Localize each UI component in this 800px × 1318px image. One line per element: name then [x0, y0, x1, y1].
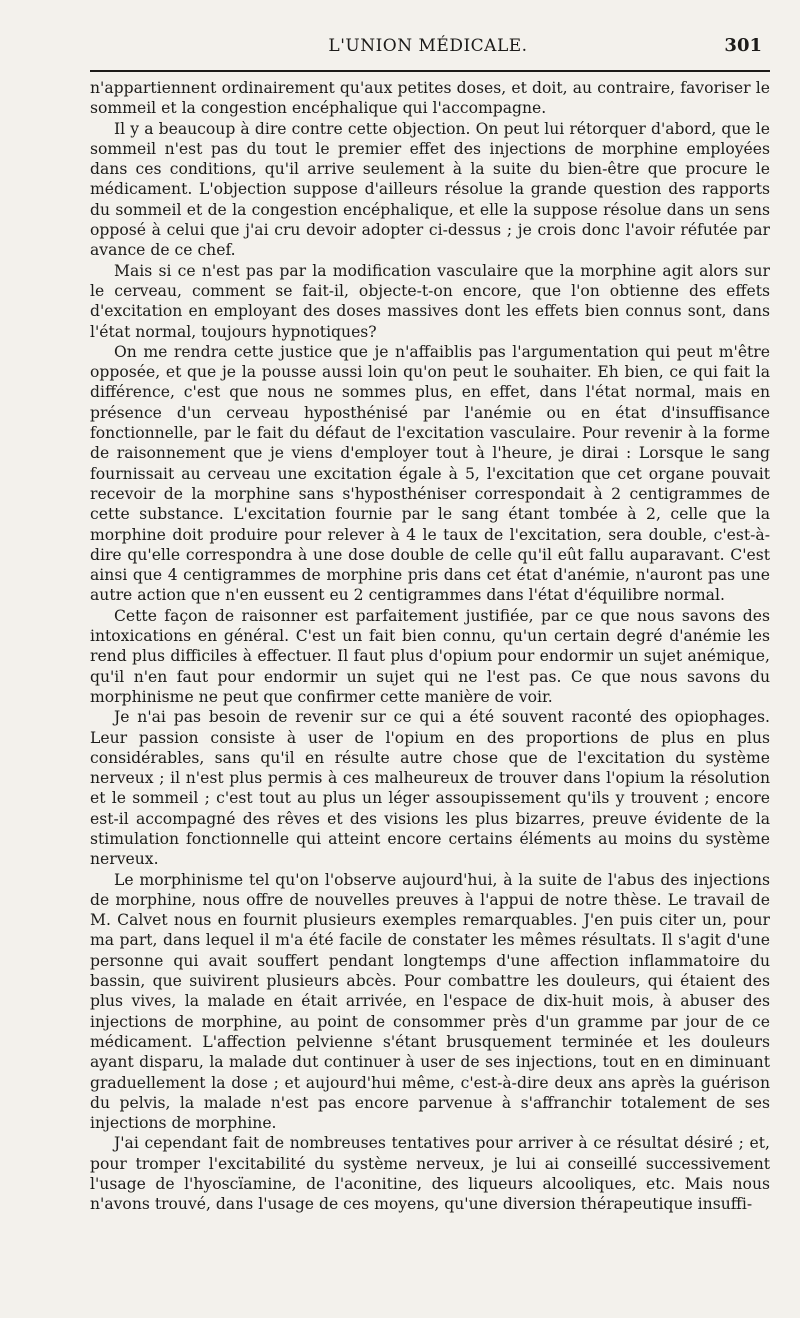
- paragraph: On me rendra cette justice que je n'affaiblis pas l'argumentation qui peut m'être opposée, et que je la pousse aussi loin qu'on peut le souhaiter. Eh bien, ce qui fait la différence, c'est que nous ne sommes plus, en effet, dans l'état normal, mais en présence d'un cerveau hyposthénisé par l'anémie ou en état d'insuffisance fonctionnelle, par le fait du défaut de l'excitation vasculaire. Pour revenir à la forme de raisonnement que je viens d'employer tout à l'heure, je dirai : Lorsque le sang fournissait au cerveau une excitation égale à 5, l'excitation que cet organe pouvait recevoir de la morphine sans s'hyposthéniser correspondait à 2 centigrammes de cette substance. L'excitation fournie par le sang étant tombée à 2, celle que la morphine doit produire pour relever à 4 le taux de l'excitation, sera double, c'est-à-dire qu'elle correspondra à une dose double de celle qu'il eût fallu auparavant. C'est ainsi que 4 centigrammes de morphine pris dans cet état d'anémie, n'auront pas une autre action que n'en eussent eu 2 centigrammes dans l'état d'équilibre normal.: [90, 342, 770, 605]
- paragraph: Mais si ce n'est pas par la modification vasculaire que la morphine agit alors sur le cerveau, comment se fait-il, objecte-t-on encore, que l'on obtienne des effets d'excitation en employant des doses massives dont les effets bien connus sont, dans l'état normal, toujours hypnotiques?: [90, 261, 770, 341]
- header-rule: [90, 70, 770, 72]
- paragraph: n'appartiennent ordinairement qu'aux petites doses, et doit, au contraire, favoriser le sommeil et la congestion encéphalique qui l'accompagne.: [90, 79, 770, 118]
- journal-title: L'UNION MÉDICALE.: [328, 36, 528, 56]
- paragraph: Le morphinisme tel qu'on l'observe aujourd'hui, à la suite de l'abus des injections de morphine, nous offre de nouvelles preuves à l'appui de notre thèse. Le travail de M. Calvet nous en fournit plusieurs exemples remarquables. J'en puis citer un, pour ma part, dans lequel il m'a été facile de constater les mêmes résultats. Il s'agit d'une personne qui avait souffert pendant longtemps d'une affection inflammatoire du bassin, que suivirent plusieurs abcès. Pour combattre les douleurs, qui étaient des plus vives, la malade en était arrivée, en l'espace de dix-huit mois, à abuser des injections de morphine, au point de consommer près d'un gramme par jour de ce médicament. L'affection pelvienne s'étant brusquement terminée et les douleurs ayant disparu, la malade dut continuer à user de ses injections, tout en en diminuant graduellement la dose ; et aujourd'hui même, c'est-à-dire deux ans après la guérison du pelvis, la malade n'est pas encore parvenue à s'affranchir totalement de ses injections de morphine.: [90, 870, 770, 1133]
- page-header: [90, 30, 766, 66]
- page-number: 301: [724, 35, 762, 56]
- paragraph: Je n'ai pas besoin de revenir sur ce qui a été souvent raconté des opiophages. Leur passion consiste à user de l'opium en des proportions de plus en plus considérables, sans qu'il en résulte autre chose que de l'excitation du système nerveux ; il n'est plus permis à ces malheureux de trouver dans l'opium la résolution et le sommeil ; c'est tout au plus un léger assoupissement qu'ils y trouvent ; encore est-il accompagné des rêves et des visions les plus bizarres, preuve évidente de la stimulation fonctionnelle qui atteint encore certains éléments au moins du système nerveux.: [90, 708, 770, 869]
- paragraph: Il y a beaucoup à dire contre cette objection. On peut lui rétorquer d'abord, que le sommeil n'est pas du tout le premier effet des injections de morphine employées dans ces conditions, qu'il arrive seulement à la suite du bien-être que procure le médicament. L'objection suppose d'ailleurs résolue la grande question des rapports du sommeil et de la congestion encéphalique, et elle la suppose résolue dans un sens opposé à celui que j'ai cru devoir adopter ci-dessus ; je crois donc l'avoir réfutée par avance de ce chef.: [90, 119, 770, 260]
- article-body: [90, 78, 770, 1215]
- paragraph: J'ai cependant fait de nombreuses tentatives pour arriver à ce résultat désiré ; et, pour tromper l'excitabilité du système nerveux, je lui ai conseillé successivement l'usage de l'hyoscïamine, de l'aconitine, des liqueurs alcooliques, etc. Mais nous n'avons trouvé, dans l'usage de ces moyens, qu'une diversion thérapeutique insuffi-: [90, 1134, 770, 1214]
- paragraph: Cette façon de raisonner est parfaitement justifiée, par ce que nous savons des intoxications en général. C'est un fait bien connu, qu'un certain degré d'anémie les rend plus difficiles à effectuer. Il faut plus d'opium pour endormir un sujet anémique, qu'il n'en faut pour endormir un sujet qui ne l'est pas. Ce que nous savons du morphinisme ne peut que confirmer cette manière de voir.: [90, 606, 770, 706]
